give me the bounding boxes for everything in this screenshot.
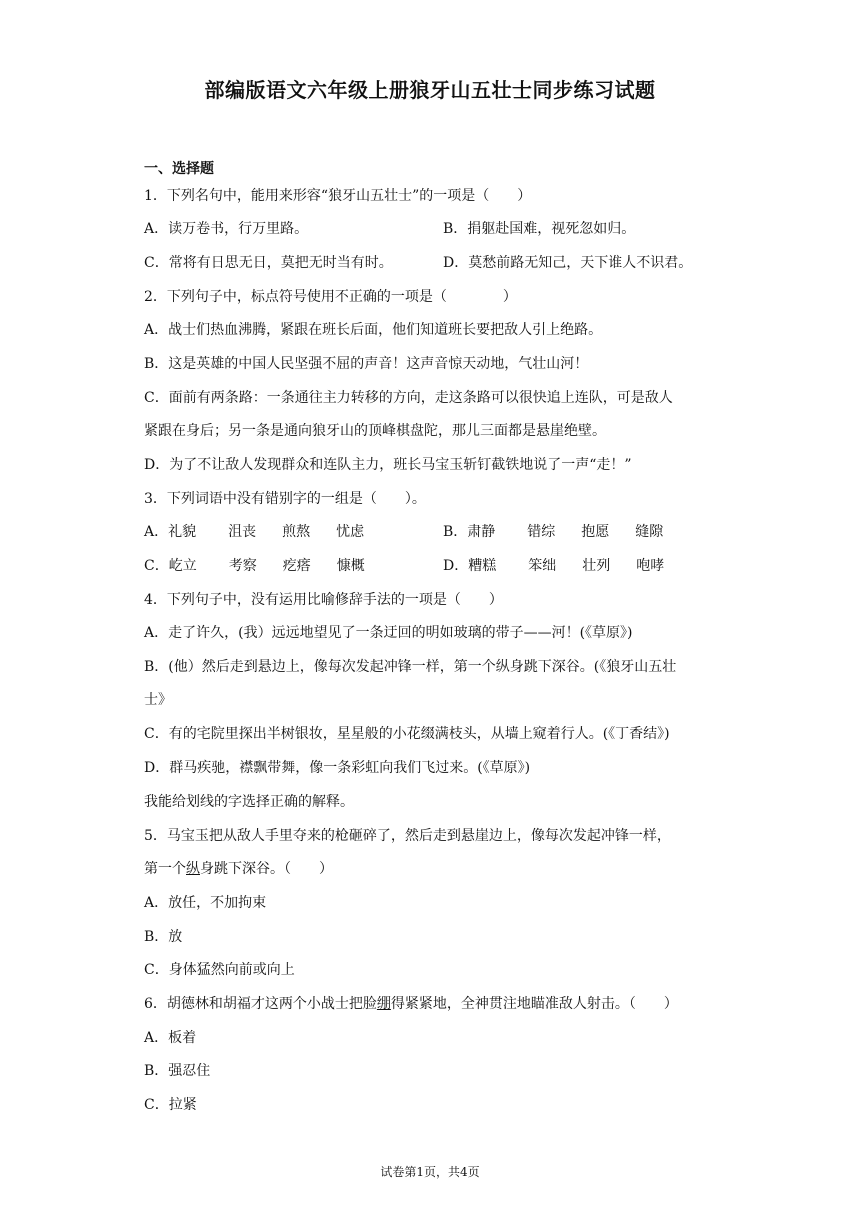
- word: 错综: [527, 524, 556, 540]
- word: 壮列: [582, 558, 611, 574]
- word: 考察: [228, 558, 257, 574]
- word: B．肃静: [443, 524, 496, 540]
- question-2-stem: 2．下列句子中，标点符号使用不正确的一项是（ ）: [144, 289, 517, 305]
- underlined-char: 绷: [376, 996, 391, 1012]
- question-5-stem-cont: [144, 859, 333, 879]
- text: 第一个: [144, 861, 186, 877]
- word: 咆哮: [636, 558, 665, 574]
- question-4-option-a: A．走了许久，(我）远远地望见了一条迂回的明如玻璃的带子——河！(《草原》): [144, 625, 633, 641]
- question-1-option-c: C．常将有日思无日，莫把无时当有时。: [144, 255, 393, 271]
- question-6-option-b: B．强忍住: [144, 1063, 211, 1079]
- word: C．屹立: [144, 558, 197, 574]
- question-4-option-b-cont: 士》: [144, 692, 172, 708]
- question-1-option-a: A．读万卷书，行万里路。: [144, 221, 309, 237]
- word: 沮丧: [228, 524, 257, 540]
- question-1-option-d: D．莫愁前路无知己，天下谁人不识君。: [443, 255, 693, 271]
- question-4-stem: 4．下列句子中，没有运用比喻修辞手法的一项是（ ）: [144, 592, 503, 608]
- question-2-option-c-cont: 紧跟在身后；另一条是通向狼牙山的顶峰棋盘陀，那儿三面都是悬崖绝壁。: [144, 423, 606, 439]
- underlined-char: 纵: [186, 861, 200, 877]
- text: 得紧紧地，全神贯注地瞄准敌人射击。（ ）: [390, 996, 678, 1012]
- text: 身跳下深谷。（ ）: [200, 861, 333, 877]
- question-4-option-d: D．群马疾驰，襟飘带舞，像一条彩虹向我们飞过来。(《草原》): [144, 760, 531, 776]
- word: D．糟糕: [443, 558, 497, 574]
- word: 缝隙: [635, 524, 664, 540]
- question-3-option-a: [144, 522, 390, 542]
- question-2-option-c: C．面前有两条路：一条通往主力转移的方向，走这条路可以很快追上连队，可是敌人: [144, 390, 673, 406]
- question-5-option-a: A．放任，不加拘束: [144, 895, 267, 911]
- word: 忧虑: [336, 524, 365, 540]
- question-4-option-c: C．有的宅院里探出半树银妆，星星般的小花缀满枝头，从墙上窥着行人。(《丁香结》): [144, 726, 670, 742]
- question-4-option-b: B．(他）然后走到悬边上，像每次发起冲锋一样，第一个纵身跳下深谷。(《狼牙山五壮: [144, 659, 677, 675]
- question-1-option-b: B．捐躯赴国难，视死忽如归。: [443, 221, 636, 237]
- question-3-option-c: [144, 556, 391, 576]
- question-6-option-a: A．板着: [144, 1030, 197, 1046]
- question-3-stem: 3．下列词语中没有错别字的一组是（ ）。: [144, 491, 426, 507]
- question-5-stem: 5．马宝玉把从敌人手里夺来的枪砸碎了，然后走到悬崖边上，像每次发起冲锋一样，: [144, 828, 671, 844]
- word: A．礼貌: [144, 524, 197, 540]
- question-3-option-d: [443, 556, 690, 576]
- question-5-option-c: C．身体猛然向前或向上: [144, 962, 295, 978]
- word: 笨绌: [528, 558, 557, 574]
- question-2-option-a: A．战士们热血沸腾，紧跟在班长后面，他们知道班长要把敌人引上绝路。: [144, 322, 603, 338]
- question-1-stem: 1．下列名句中，能用来形容“狼牙山五壮士”的一项是（ ）: [144, 188, 532, 204]
- text: 6．胡德林和胡福才这两个小战士把脸: [144, 996, 377, 1012]
- word: 抱愿: [581, 524, 610, 540]
- word: 疙瘩: [282, 558, 311, 574]
- word: 慷概: [336, 558, 365, 574]
- question-2-option-d: D．为了不让敌人发现群众和连队主力，班长马宝玉斩钉截铁地说了一声“走！”: [144, 457, 632, 473]
- question-6-option-c: C．拉紧: [144, 1097, 197, 1113]
- section-heading: 一、选择题: [144, 161, 214, 177]
- page-title: 部编版语文六年级上册狼牙山五壮士同步练习试题: [204, 78, 656, 102]
- question-6-stem: [144, 994, 678, 1014]
- question-3-option-b: [443, 522, 689, 542]
- word: 煎熬: [282, 524, 311, 540]
- question-5-option-b: B．放: [144, 929, 183, 945]
- instruction-text: 我能给划线的字选择正确的解释。: [144, 794, 354, 810]
- page-footer: 试卷第1页，共4页: [380, 1165, 480, 1179]
- question-2-option-b: B．这是英雄的中国人民坚强不屈的声音！这声音惊天动地，气壮山河！: [144, 356, 589, 372]
